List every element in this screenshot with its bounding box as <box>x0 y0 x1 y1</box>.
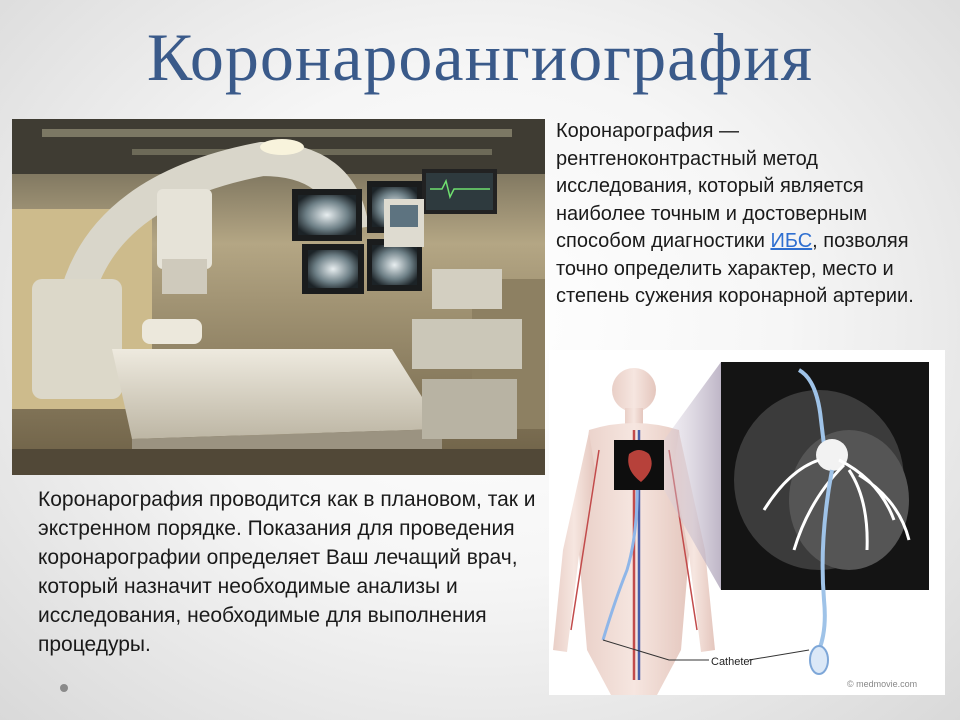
bullet-dot <box>60 684 68 692</box>
catheter-illustration <box>549 350 945 695</box>
ibs-link[interactable]: ИБС <box>770 230 813 252</box>
procedure-paragraph: Коронарография проводится как в плановом, так и экстренном порядке. Показания для проведения коронарографии определяет Ваш лечащий врач, который назначит необходимые анализы и исследования, необходимые для выполнения процедуры. <box>38 488 536 656</box>
copyright-label: © medmovie.com <box>847 679 918 689</box>
cath-lab-photo <box>12 119 545 475</box>
catheter-label: Catheter <box>711 656 754 668</box>
description-text-end: , позволяя точно определить характер, место и степень сужения коронарной артерии. <box>556 230 914 307</box>
description-paragraph <box>556 118 938 311</box>
description-text-start: Коронарография — рентгеноконтрастный метод исследования, который является наиболее точным и достоверным способом диагностики <box>556 120 868 252</box>
slide-title: Коронароангиография <box>146 19 814 95</box>
